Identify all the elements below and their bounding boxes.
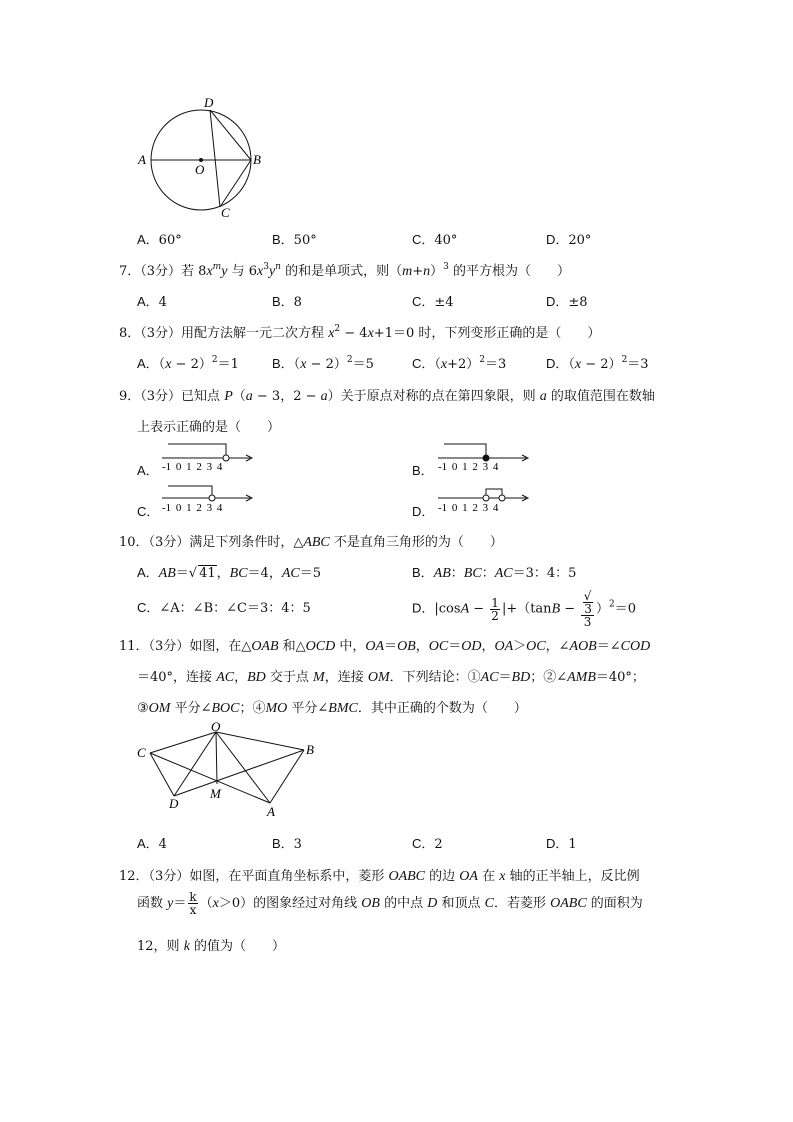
- label-d: D: [204, 95, 214, 110]
- label-a: A: [267, 804, 275, 819]
- q10-option-c[interactable]: C．∠A：∠B：∠C＝3：4：5: [137, 600, 311, 616]
- q11-stem-line1: 11．（3分）如图，在△OAB 和△OCD 中，OA＝OB，OC＝OD，OA＞OC，∠AOB＝∠COD: [119, 639, 651, 654]
- tick-labels: -1 0 1 2 3 4: [162, 461, 223, 473]
- q10-option-d[interactable]: D．|cosA − $\frac{1}{2}$ |+（tanB − √ 3 3 ）$^2$＝0: [412, 589, 636, 629]
- label-d: D: [169, 796, 179, 811]
- q9-option-a-label[interactable]: A．: [137, 463, 159, 478]
- label-a: A: [138, 152, 146, 167]
- q7-option-d[interactable]: D．±8: [546, 294, 588, 310]
- q6-option-b[interactable]: B．50°: [272, 232, 317, 248]
- q10-stem: 10．（3分）满足下列条件时，△ABC 不是直角三角形的为（ ）: [119, 535, 503, 550]
- q11-option-a[interactable]: A．4: [137, 836, 167, 852]
- q9-option-d-label[interactable]: D．: [412, 504, 435, 519]
- tick-labels: -1 0 1 2 3 4: [438, 461, 499, 473]
- q11-option-b[interactable]: B．3: [272, 836, 302, 852]
- chord-cb: [220, 160, 251, 207]
- q12-stem-line1: 12．（3分）如图，在平面直角坐标系中，菱形 OABC 的边 OA 在 x 轴的正半轴上，反比例: [119, 869, 640, 884]
- label-b: B: [306, 742, 314, 757]
- q8-option-a[interactable]: A．$(x - 2)^2=1$: [137, 355, 239, 372]
- label-o: O: [211, 720, 221, 734]
- q7-option-b[interactable]: B．8: [272, 294, 302, 310]
- q8-stem: 8．（3分）用配方法解一元二次方程 $x^2 - 4x+1=0$ 时，下列变形正确的是（ ）: [119, 324, 601, 341]
- q10-option-a[interactable]: A．AB＝√ 41，BC＝4，AC＝5: [137, 565, 321, 581]
- q12-stem-line2: 函数 y＝ $\frac{k}{x}$ （x＞0）的图象经过对角线 OB 的中点 D 和顶点 C．若菱形 OABC 的面积为: [137, 890, 643, 917]
- q7-option-c[interactable]: C．±4: [412, 294, 454, 310]
- chord-dc: [210, 110, 220, 207]
- q9-option-c-label[interactable]: C．: [137, 504, 160, 519]
- label-c: C: [137, 745, 146, 760]
- q9-stem-line1: 9．（3分）已知点 P（a − 3，2 − a）关于原点对称的点在第四象限，则 a 的取值范围在数轴: [119, 389, 655, 404]
- q8-option-d[interactable]: D．$(x - 2)^2=3$: [546, 355, 649, 372]
- label-o: O: [195, 162, 205, 177]
- q9-option-b-numberline[interactable]: [434, 436, 534, 474]
- q6-option-a[interactable]: A．60°: [137, 232, 182, 248]
- q11-option-c[interactable]: C．2: [412, 836, 443, 852]
- q11-triangles-figure: [130, 720, 330, 820]
- q9-option-a-numberline[interactable]: [158, 436, 258, 474]
- q11-stem-line3: ③OM 平分∠BOC；④MO 平分∠BMC．其中正确的个数为（ ）: [137, 701, 527, 716]
- q6-circle-figure: [130, 90, 280, 220]
- q11-stem-line2: ＝40°，连接 AC，BD 交于点 M，连接 OM．下列结论：①AC＝BD；②∠AMB＝40°；: [137, 670, 645, 685]
- q12-stem-line3: 12，则 k 的值为（ ）: [137, 939, 286, 954]
- q7-option-a[interactable]: A．4: [137, 294, 167, 310]
- tick-labels: -1 0 1 2 3 4: [438, 502, 499, 514]
- q9-stem-line2: 上表示正确的是（ ）: [137, 420, 281, 435]
- q9-option-b-label[interactable]: B．: [412, 463, 434, 478]
- q11-option-d[interactable]: D．1: [546, 836, 577, 852]
- tick-labels: -1 0 1 2 3 4: [162, 502, 223, 514]
- q6-option-d[interactable]: D．20°: [546, 232, 592, 248]
- q9-option-d-numberline[interactable]: [434, 478, 534, 516]
- q9-option-c-numberline[interactable]: [158, 478, 258, 516]
- label-b: B: [253, 152, 261, 167]
- q10-option-b[interactable]: B．AB：BC：AC＝3：4：5: [412, 565, 577, 581]
- q8-option-b[interactable]: B．$(x - 2)^2=5$: [272, 355, 374, 372]
- label-c: C: [221, 205, 230, 220]
- q8-option-c[interactable]: C．$(x+2)^2=3$: [412, 355, 507, 372]
- q7-stem: 7．（3分）若 $8x^my$ 与 $6x^3y^n$ 的和是单项式，则$(m+n)^3$ 的平方根为（ ）: [119, 262, 571, 279]
- label-m: M: [210, 786, 221, 801]
- q6-option-c[interactable]: C．40°: [412, 232, 458, 248]
